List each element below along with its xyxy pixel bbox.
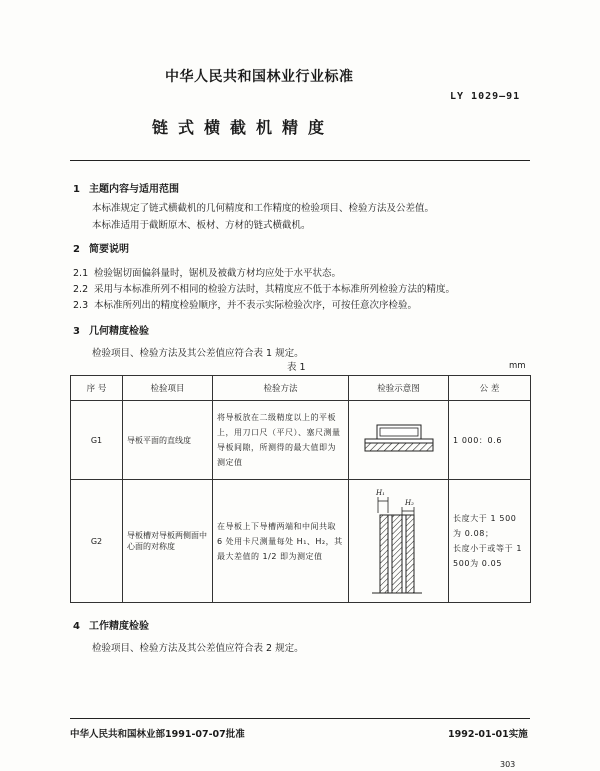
section-4-paragraph: 检验项目、检验方法及其公差值应符合表 2 规定。 bbox=[92, 643, 304, 654]
subclause-text: 检验锯切面偏斜量时，锯机及被截方材均应处于水平状态。 bbox=[94, 268, 342, 279]
tolerance-line-1: 长度大于 1 500 为 0.08； bbox=[453, 514, 517, 538]
section-4-heading bbox=[73, 617, 149, 632]
page-title: 链式横截机精度 bbox=[152, 118, 335, 137]
header-diagram: 检验示意图 bbox=[349, 376, 449, 401]
section-number: 3 bbox=[73, 326, 80, 337]
label-h2: H₂ bbox=[404, 498, 414, 507]
section-number: 4 bbox=[73, 621, 80, 632]
symmetry-diagram bbox=[364, 483, 434, 598]
flatness-diagram bbox=[359, 419, 439, 459]
section-number: 2 bbox=[73, 244, 80, 255]
row-item: 导板槽对导板两侧面中心面的对称度 bbox=[123, 480, 213, 603]
section-1-paragraph-1: 本标准规定了链式横截机的几何精度和工作精度的检验项目、检验方法及公差值。 bbox=[92, 203, 435, 214]
section-3-paragraph: 检验项目、检验方法及其公差值应符合表 1 规定。 bbox=[92, 348, 304, 359]
page-number: 303 bbox=[500, 760, 516, 769]
subclause-2-1 bbox=[73, 265, 341, 279]
standard-name: 中华人民共和国林业行业标准 bbox=[165, 69, 354, 85]
section-2-heading bbox=[73, 240, 129, 255]
row-item: 导板平面的直线度 bbox=[123, 401, 213, 480]
header-tolerance: 公 差 bbox=[449, 376, 531, 401]
table-header-row bbox=[71, 376, 531, 401]
table-row bbox=[71, 480, 531, 603]
row-no: G1 bbox=[71, 401, 123, 480]
subclause-2-2 bbox=[73, 281, 455, 295]
row-tolerance: 1 000：0.6 bbox=[449, 401, 531, 480]
section-heading-text: 几何精度检验 bbox=[89, 326, 149, 337]
effective-date: 1992-01-01实施 bbox=[448, 729, 528, 740]
section-1-paragraph-2: 本标准适用于截断原木、板材、方材的链式横截机。 bbox=[92, 220, 311, 231]
row-diagram bbox=[349, 401, 449, 480]
row-method: 将导板放在二级精度以上的平板上，用刀口尺（平尺）、塞尺测量导板间隙，所测得的最大值即为测定值 bbox=[213, 401, 349, 480]
label-h1: H₁ bbox=[375, 488, 385, 497]
subclause-number: 2.1 bbox=[73, 268, 89, 279]
row-no: G2 bbox=[71, 480, 123, 603]
section-1-heading bbox=[73, 180, 179, 195]
subclause-2-3 bbox=[73, 297, 417, 311]
row-tolerance bbox=[449, 480, 531, 603]
standard-code: LY 1029—91 bbox=[450, 91, 521, 102]
section-heading-text: 工作精度检验 bbox=[89, 621, 149, 632]
table-row bbox=[71, 401, 531, 480]
header-item: 检验项目 bbox=[123, 376, 213, 401]
row-method: 在导板上下导槽两端和中间共取 6 处用卡尺测量每处 H₁、H₂，其最大差值的 1/2 即为测定值 bbox=[213, 480, 349, 603]
subclause-text: 采用与本标准所列不相同的检验方法时，其精度应不低于本标准所列检验方法的精度。 bbox=[94, 284, 456, 295]
table-unit: mm bbox=[509, 361, 526, 371]
top-divider bbox=[70, 160, 530, 161]
section-3-heading bbox=[73, 322, 149, 337]
row-diagram bbox=[349, 480, 449, 603]
subclause-number: 2.2 bbox=[73, 284, 89, 295]
header-method: 检验方法 bbox=[213, 376, 349, 401]
section-heading-text: 简要说明 bbox=[89, 244, 129, 255]
section-heading-text: 主题内容与适用范围 bbox=[89, 184, 179, 195]
bottom-divider bbox=[70, 718, 530, 719]
table-1 bbox=[70, 375, 531, 603]
subclause-text: 本标准所列出的精度检验顺序，并不表示实际检验次序，可按任意次序检验。 bbox=[94, 300, 418, 311]
tolerance-line-2: 长度小于或等于 1 500为 0.05 bbox=[453, 544, 523, 568]
section-number: 1 bbox=[73, 184, 80, 195]
approval-line: 中华人民共和国林业部1991-07-07批准 bbox=[70, 729, 245, 740]
header-no: 序 号 bbox=[71, 376, 123, 401]
subclause-number: 2.3 bbox=[73, 300, 89, 311]
table-caption: 表 1 bbox=[287, 362, 306, 373]
